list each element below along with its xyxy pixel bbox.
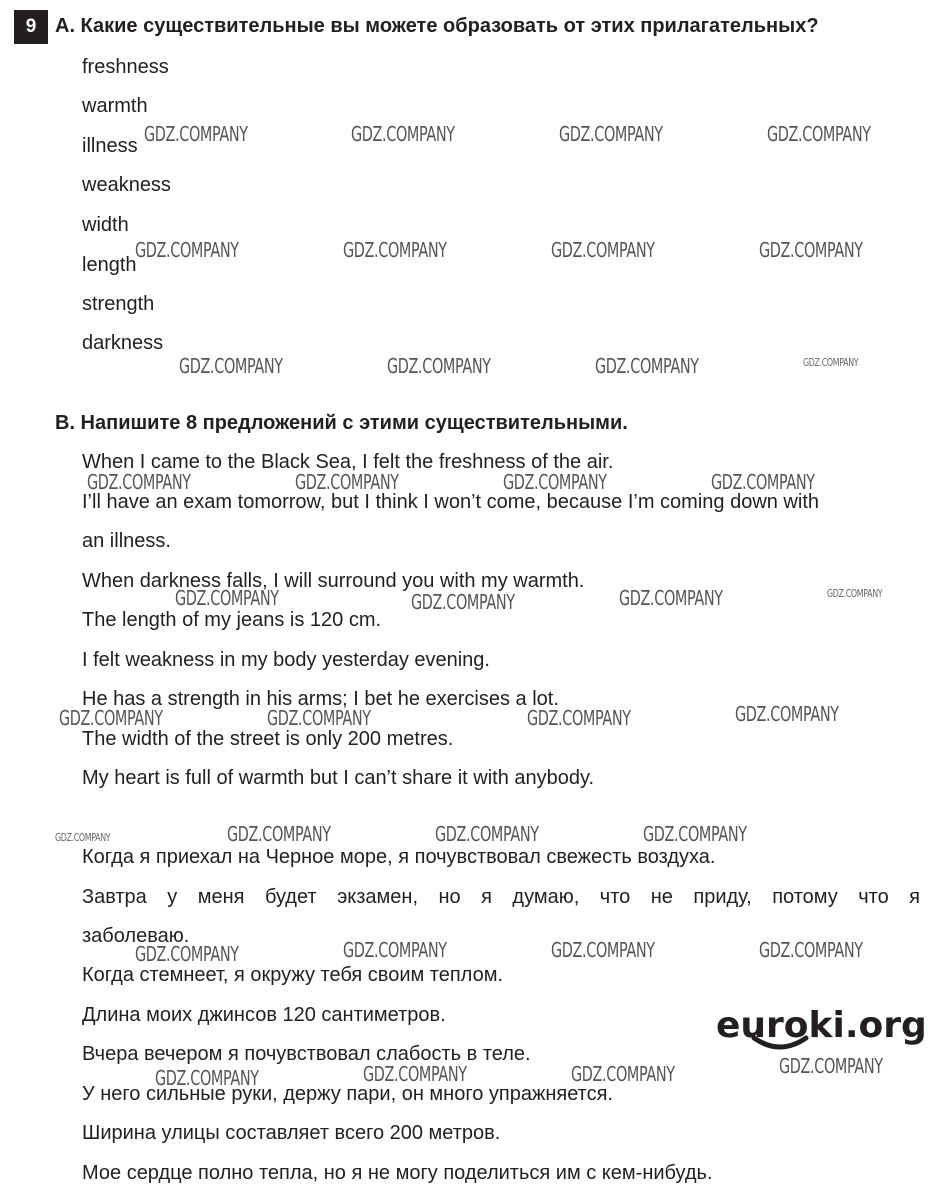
english-sentence: When darkness falls, I will surround you with my warmth. bbox=[82, 570, 585, 592]
watermark: GDZ.COMPANY bbox=[144, 122, 248, 146]
euroki-logo: euroki.org bbox=[716, 1005, 927, 1046]
english-sentence: My heart is full of warmth but I can’t share it with anybody. bbox=[82, 767, 595, 789]
watermark: GDZ.COMPANY bbox=[735, 702, 839, 726]
english-sentence: The width of the street is only 200 metres. bbox=[82, 728, 454, 750]
watermark: GDZ.COMPANY bbox=[55, 831, 111, 844]
word-item: warmth bbox=[82, 95, 148, 117]
watermark: GDZ.COMPANY bbox=[759, 238, 863, 262]
watermark: GDZ.COMPANY bbox=[87, 470, 191, 494]
part-a-heading: A. Какие существительные вы можете образовать от этих прилагательных? bbox=[55, 15, 819, 37]
english-sentence: He has a strength in his arms; I bet he exercises a lot. bbox=[82, 688, 559, 710]
watermark: GDZ.COMPANY bbox=[767, 122, 871, 146]
watermark: GDZ.COMPANY bbox=[155, 1066, 259, 1090]
watermark: GDZ.COMPANY bbox=[227, 822, 331, 846]
watermark: GDZ.COMPANY bbox=[351, 122, 455, 146]
word-item: weakness bbox=[82, 174, 171, 196]
watermark: GDZ.COMPANY bbox=[411, 590, 515, 614]
watermark: GDZ.COMPANY bbox=[595, 354, 699, 378]
watermark: GDZ.COMPANY bbox=[435, 822, 539, 846]
watermark: GDZ.COMPANY bbox=[135, 942, 239, 966]
russian-sentence: Мое сердце полно тепла, но я не могу поделиться им с кем-нибудь. bbox=[82, 1162, 713, 1184]
word-item: darkness bbox=[82, 332, 164, 354]
watermark: GDZ.COMPANY bbox=[503, 470, 607, 494]
watermark: GDZ.COMPANY bbox=[759, 938, 863, 962]
russian-sentence: Когда я приехал на Черное море, я почувствовал свежесть воздуха. bbox=[82, 846, 716, 868]
russian-sentence: Вчера вечером я почувствовал слабость в теле. bbox=[82, 1043, 531, 1065]
watermark: GDZ.COMPANY bbox=[527, 706, 631, 730]
watermark: GDZ.COMPANY bbox=[343, 938, 447, 962]
english-sentence: I felt weakness in my body yesterday evening. bbox=[82, 649, 490, 671]
watermark: GDZ.COMPANY bbox=[827, 587, 883, 600]
english-sentence: The length of my jeans is 120 cm. bbox=[82, 609, 382, 631]
word-item: length bbox=[82, 254, 137, 276]
word-item: strength bbox=[82, 293, 155, 315]
part-b-heading: B. Напишите 8 предложений с этими существительными. bbox=[55, 412, 628, 434]
watermark: GDZ.COMPANY bbox=[559, 122, 663, 146]
watermark: GDZ.COMPANY bbox=[343, 238, 447, 262]
logo-smile-icon bbox=[750, 1034, 810, 1052]
watermark: GDZ.COMPANY bbox=[363, 1062, 467, 1086]
word-item: illness bbox=[82, 135, 138, 157]
watermark: GDZ.COMPANY bbox=[571, 1062, 675, 1086]
watermark: GDZ.COMPANY bbox=[779, 1054, 883, 1078]
russian-sentence: Когда стемнеет, я окружу тебя своим теплом. bbox=[82, 964, 504, 986]
russian-sentence-continuation: заболеваю. bbox=[82, 925, 190, 947]
russian-sentence: Длина моих джинсов 120 сантиметров. bbox=[82, 1004, 446, 1026]
english-sentence: When I came to the Black Sea, I felt the freshness of the air. bbox=[82, 451, 614, 473]
english-sentence: I’ll have an exam tomorrow, but I think I won’t come, because I’m coming down with bbox=[82, 491, 820, 513]
russian-sentence-text: Завтра у меня будет экзамен, но я думаю, что не приду, потому что я bbox=[82, 886, 920, 908]
exercise-number-badge: 9 bbox=[14, 10, 48, 44]
word-item: freshness bbox=[82, 56, 169, 78]
watermark: GDZ.COMPANY bbox=[643, 822, 747, 846]
watermark: GDZ.COMPANY bbox=[551, 238, 655, 262]
russian-sentence: Ширина улицы составляет всего 200 метров. bbox=[82, 1122, 501, 1144]
russian-sentence bbox=[82, 884, 920, 910]
watermark: GDZ.COMPANY bbox=[387, 354, 491, 378]
watermark: GDZ.COMPANY bbox=[803, 356, 859, 369]
watermark: GDZ.COMPANY bbox=[175, 586, 279, 610]
english-sentence-continuation: an illness. bbox=[82, 530, 171, 552]
watermark: GDZ.COMPANY bbox=[295, 470, 399, 494]
watermark: GDZ.COMPANY bbox=[267, 706, 371, 730]
watermark: GDZ.COMPANY bbox=[135, 238, 239, 262]
watermark: GDZ.COMPANY bbox=[619, 586, 723, 610]
watermark: GDZ.COMPANY bbox=[551, 938, 655, 962]
watermark: GDZ.COMPANY bbox=[179, 354, 283, 378]
watermark: GDZ.COMPANY bbox=[59, 706, 163, 730]
word-item: width bbox=[82, 214, 129, 236]
watermark: GDZ.COMPANY bbox=[711, 470, 815, 494]
russian-sentence: У него сильные руки, держу пари, он много упражняется. bbox=[82, 1083, 613, 1105]
